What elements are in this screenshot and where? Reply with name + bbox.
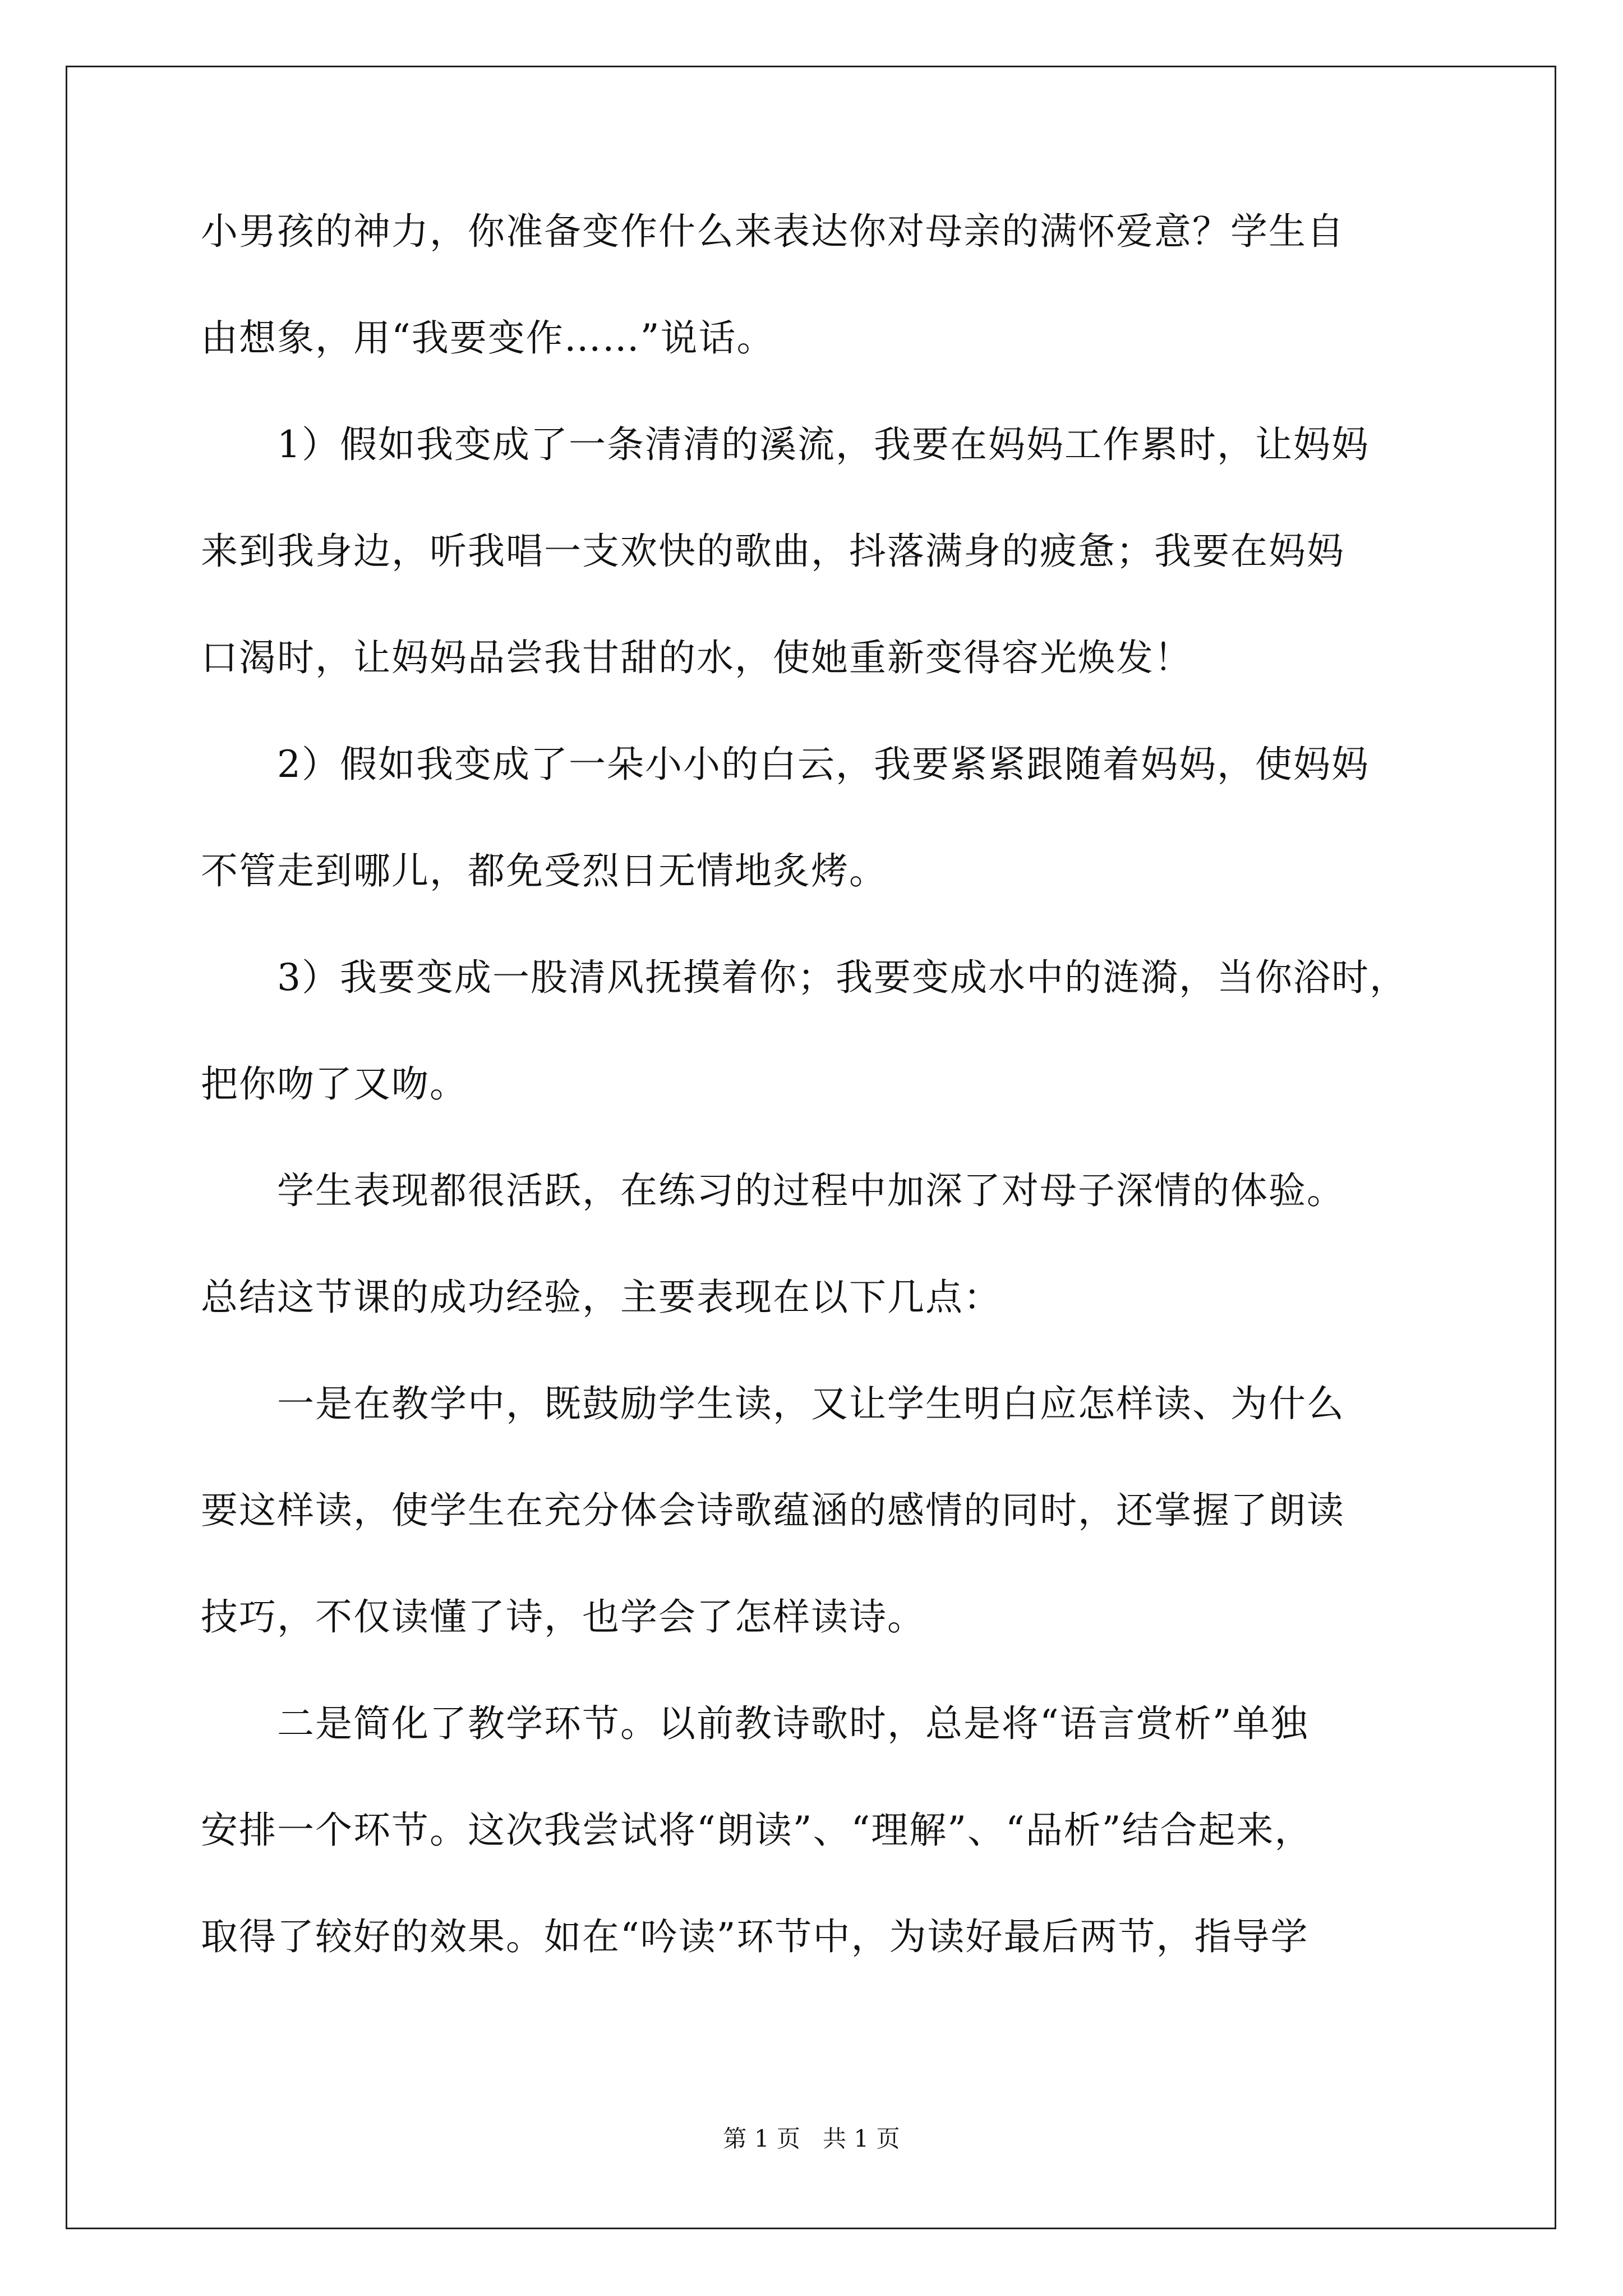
- text-line: 不管走到哪儿，都免受烈日无情地炙烤。: [201, 849, 887, 892]
- text-line: 取得了较好的效果。如在“吟读”环节中，为读好最后两节，指导学: [201, 1915, 1309, 1958]
- text-line: 二是简化了教学环节。以前教诗歌时，总是将“语言赏析”单独: [277, 1702, 1309, 1745]
- page-border: [66, 66, 1556, 2229]
- text-line: 3）我要变成一股清风抚摸着你；我要变成水中的涟漪，当你浴时，: [277, 956, 1408, 999]
- text-line: 小男孩的神力，你准备变作什么来表达你对母亲的满怀爱意？学生自: [201, 210, 1345, 253]
- text-line: 安排一个环节。这次我尝试将“朗读”、“理解”、“品析”结合起来，: [201, 1809, 1313, 1852]
- page-number: 第 1 页 共 1 页: [723, 2125, 900, 2152]
- text-line: 一是在教学中，既鼓励学生读，又让学生明白应怎样读、为什么: [277, 1382, 1345, 1425]
- text-line: 要这样读，使学生在充分体会诗歌蕴涵的感情的同时，还掌握了朗读: [201, 1489, 1345, 1532]
- text-line: 1）假如我变成了一条清清的溪流，我要在妈妈工作累时，让妈妈: [277, 423, 1370, 466]
- text-line: 技巧，不仅读懂了诗，也学会了怎样读诗。: [201, 1595, 925, 1639]
- text-line: 把你吻了又吻。: [201, 1062, 468, 1106]
- text-line: 总结这节课的成功经验，主要表现在以下几点：: [201, 1276, 1002, 1319]
- text-line: 学生表现都很活跃，在练习的过程中加深了对母子深情的体验。: [277, 1169, 1345, 1212]
- text-line: 2）假如我变成了一朵小小的白云，我要紧紧跟随着妈妈，使妈妈: [277, 743, 1370, 786]
- text-line: 口渴时，让妈妈品尝我甘甜的水，使她重新变得容光焕发！: [201, 636, 1192, 679]
- text-line: 由想象，用“我要变作……”说话。: [201, 316, 775, 360]
- text-line: 来到我身边，听我唱一支欢快的歌曲，抖落满身的疲惫；我要在妈妈: [201, 530, 1345, 573]
